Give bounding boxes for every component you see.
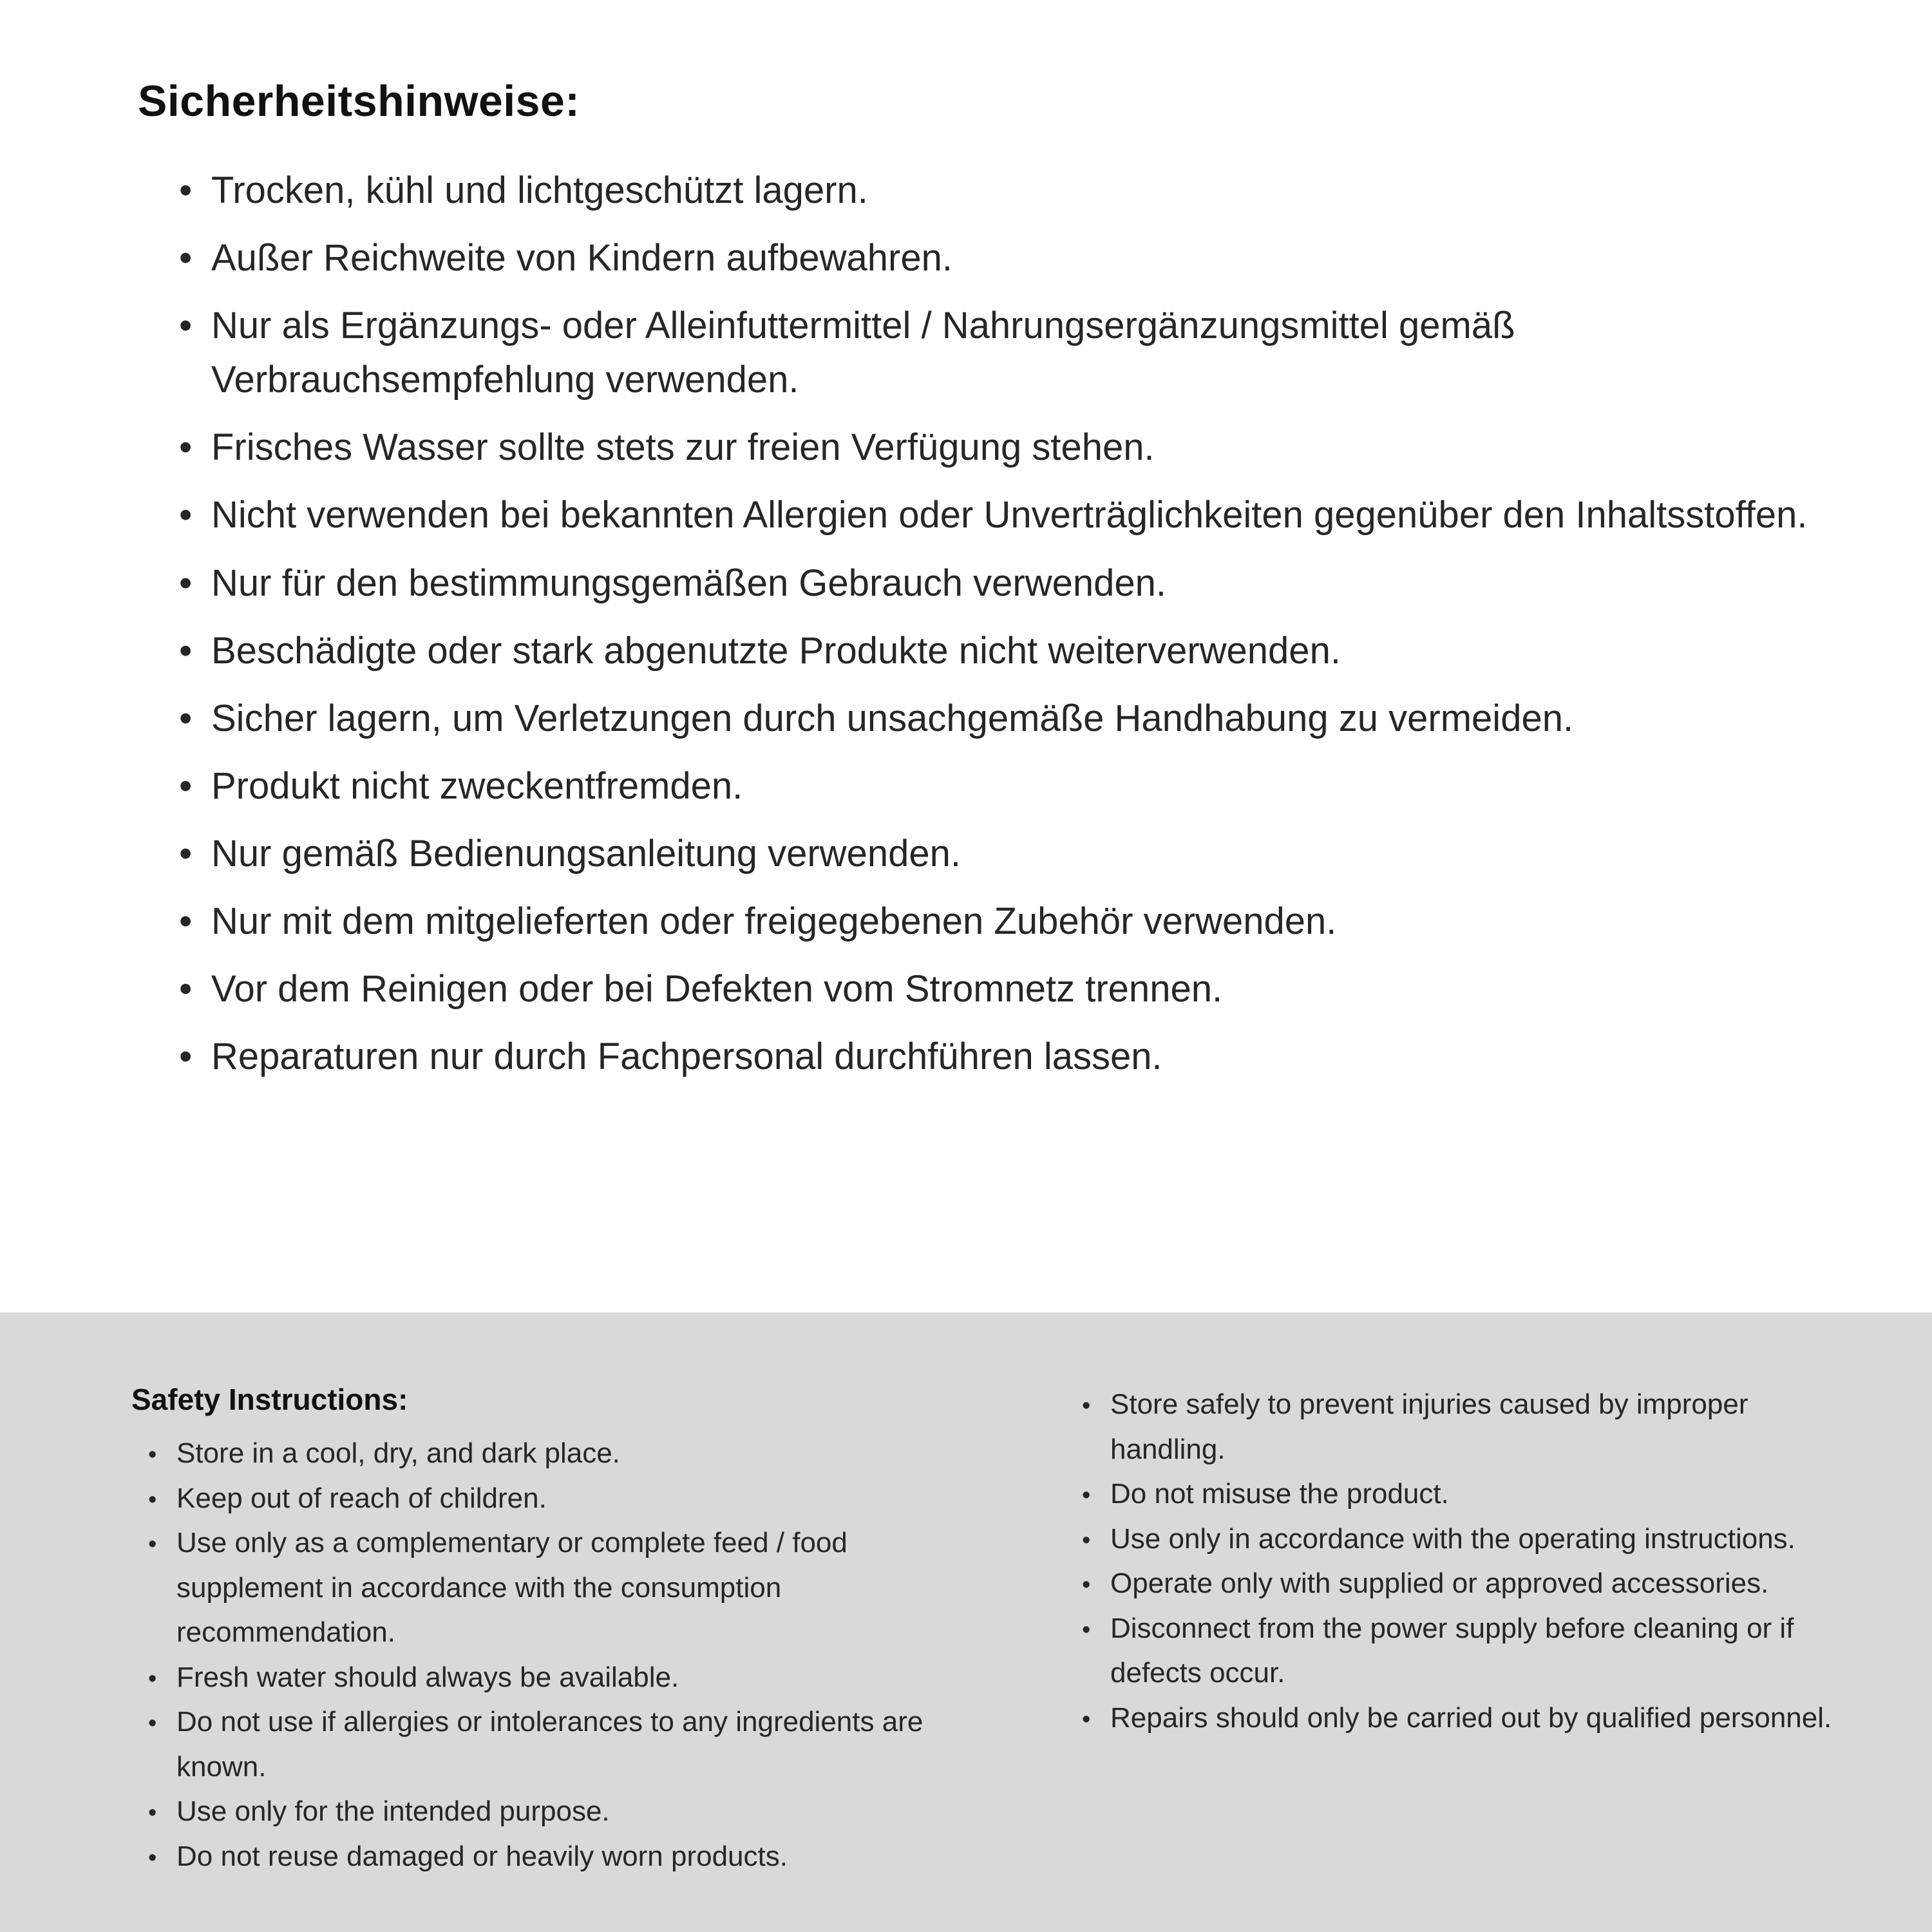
list-item: • Use only for the intended purpose. [148, 1789, 988, 1834]
list-item: • Keep out of reach of children. [148, 1476, 988, 1521]
list-item: • Nur als Ergänzungs- oder Alleinfuttermittel / Nahrungsergänzungsmittel gemäß Verbrauchsempfehlung verwenden. [179, 299, 1835, 407]
list-item: • Frisches Wasser sollte stets zur freien Verfügung stehen. [179, 421, 1835, 475]
list-item: • Do not reuse damaged or heavily worn products. [148, 1834, 988, 1879]
list-item: • Trocken, kühl und lichtgeschützt lagern. [179, 164, 1835, 218]
list-item: • Disconnect from the power supply before cleaning or if defects occur. [1082, 1606, 1864, 1696]
list-item: • Fresh water should always be available. [148, 1655, 988, 1700]
list-item: • Nur gemäß Bedienungsanleitung verwenden. [179, 827, 1835, 881]
english-left-column [131, 1382, 988, 1932]
list-item: • Vor dem Reinigen oder bei Defekten vom Stromnetz trennen. [179, 962, 1835, 1016]
english-right-list [1082, 1382, 1864, 1740]
list-item: • Store safely to prevent injuries caused by improper handling. [1082, 1382, 1864, 1472]
list-item: • Do not misuse the product. [1082, 1472, 1864, 1517]
list-item: • Außer Reichweite von Kindern aufbewahren. [179, 231, 1835, 285]
list-item: • Use only as a complementary or complete feed / food supplement in accordance with the consumption recommendation. [148, 1520, 988, 1655]
list-item: • Nur für den bestimmungsgemäßen Gebrauch verwenden. [179, 556, 1835, 611]
german-list [179, 164, 1835, 1084]
list-item: • Beschädigte oder stark abgenutzte Produkte nicht weiterverwenden. [179, 624, 1835, 678]
list-item: • Nur mit dem mitgelieferten oder freigegebenen Zubehör verwenden. [179, 895, 1835, 949]
list-item: • Operate only with supplied or approved accessories. [1082, 1561, 1864, 1606]
english-section [0, 1312, 1932, 1932]
list-item: • Produkt nicht zweckentfremden. [179, 759, 1835, 813]
list-item: • Reparaturen nur durch Fachpersonal durchführen lassen. [179, 1030, 1835, 1084]
list-item: • Repairs should only be carried out by qualified personnel. [1082, 1696, 1864, 1741]
english-left-list [148, 1431, 988, 1879]
english-right-column [1065, 1382, 1864, 1932]
english-title: Safety Instructions: [131, 1383, 408, 1416]
list-item: • Store in a cool, dry, and dark place. [148, 1431, 988, 1476]
german-title: Sicherheitshinweise: [138, 77, 580, 126]
list-item: • Use only in accordance with the operating instructions. [1082, 1517, 1864, 1562]
list-item: • Nicht verwenden bei bekannten Allergien oder Unverträglichkeiten gegenüber den Inhaltsstoffen. [179, 488, 1835, 542]
list-item: • Sicher lagern, um Verletzungen durch unsachgemäße Handhabung zu vermeiden. [179, 692, 1835, 746]
list-item: • Do not use if allergies or intolerances to any ingredients are known. [148, 1700, 988, 1789]
